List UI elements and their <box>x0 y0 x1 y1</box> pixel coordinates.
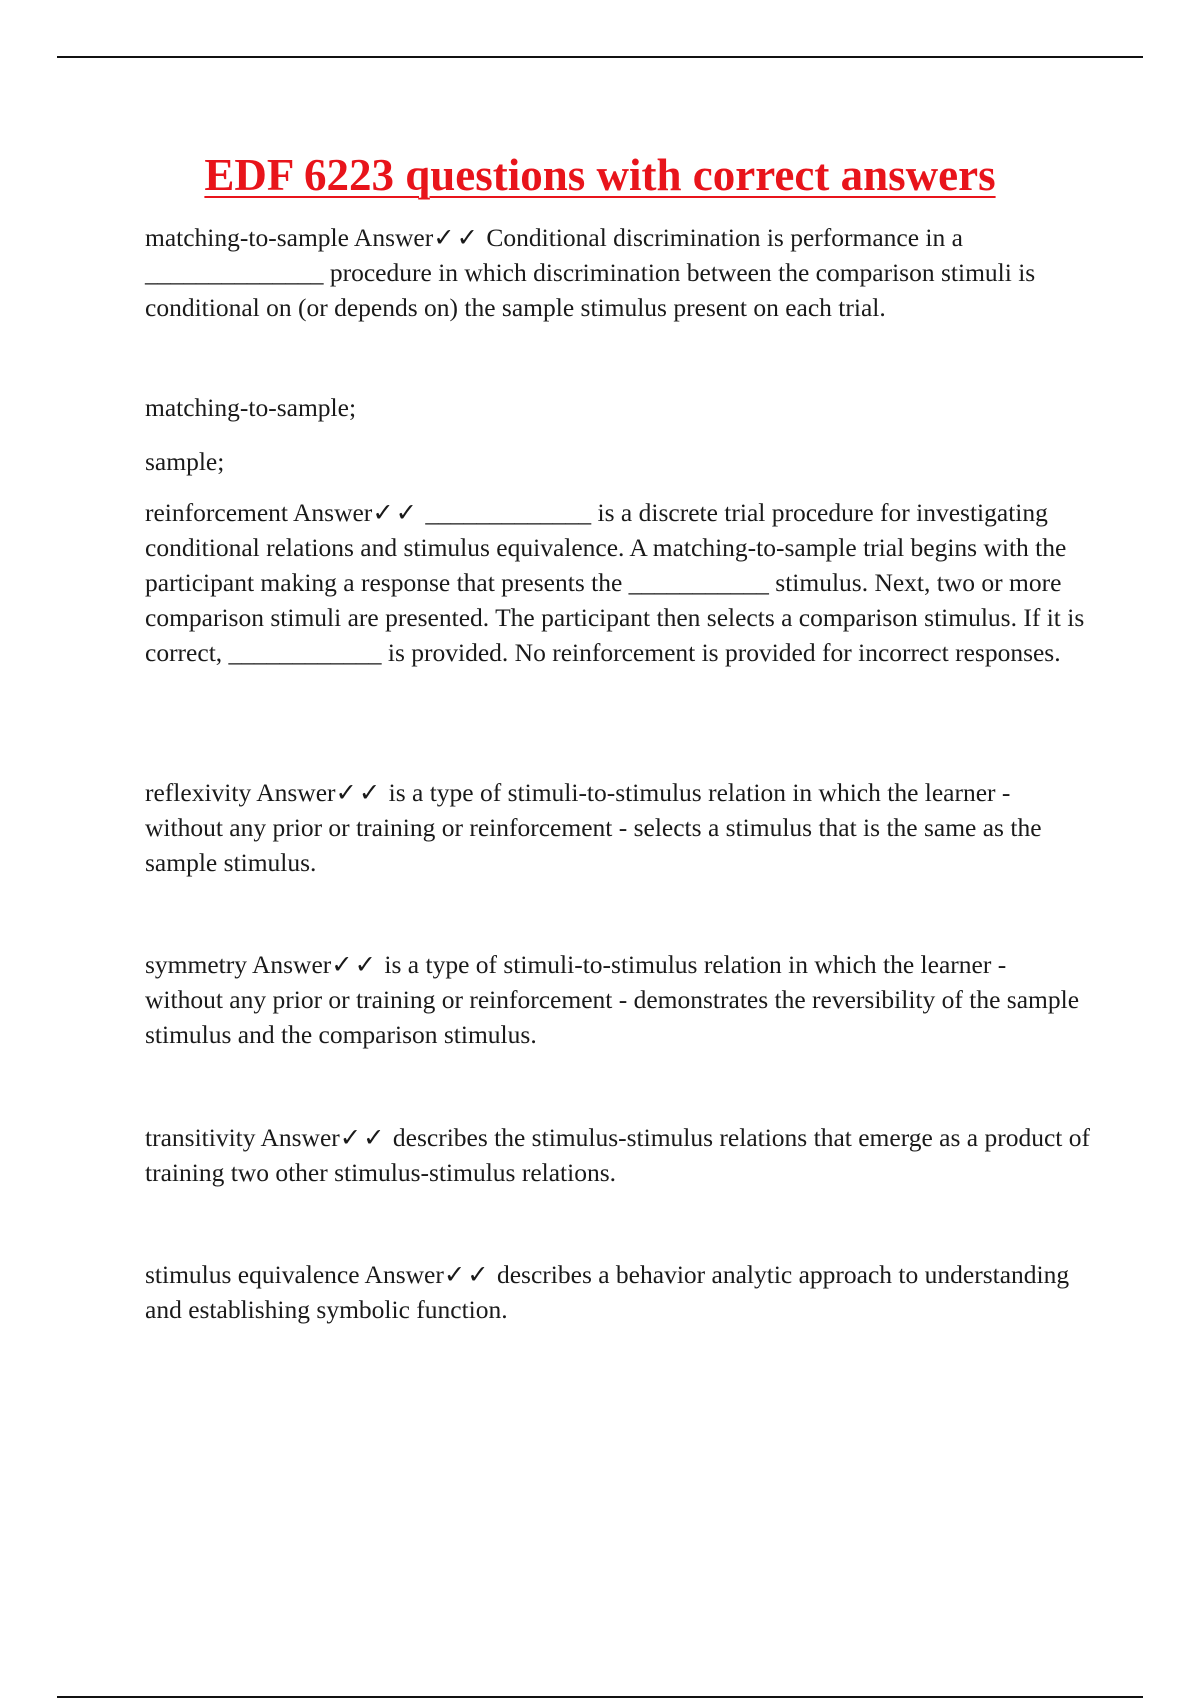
qa-item-transitivity <box>145 1120 1090 1190</box>
answer-label: Answer <box>256 778 336 807</box>
term: matching-to-sample <box>145 223 349 252</box>
term: transitivity <box>145 1123 256 1152</box>
answer-text: is a type of stimuli-to-stimulus relation in which the learner - without any prior or training or reinforcement - demonstrates the reversibility of the sample stimulus and the comparison stimulus. <box>145 950 1080 1049</box>
answer-text: is a type of stimuli-to-stimulus relation in which the learner - without any prior or training or reinforcement - selects a stimulus that is the same as the sample stimulus. <box>145 778 1042 877</box>
list-item: sample; <box>145 447 225 476</box>
qa-item-stimulus-equivalence <box>145 1257 1090 1327</box>
answer-label: Answer <box>353 223 434 252</box>
term: stimulus equivalence <box>145 1260 360 1289</box>
qa-item-symmetry <box>145 947 1090 1052</box>
answer-text: _____________ is a discrete trial procedure for investigating conditional relations and stimulus equivalence. A matching-to-sample trial begins with the participant making a response that presents the ___________ stimulus. Next, two or more comparison stimuli are presented. The participant then selects a comparison stimulus. If it is correct, ____________ is provided. No reinforcement is provided for incorrect responses. <box>145 498 1085 667</box>
qa-item-matching-to-sample <box>145 220 1090 325</box>
top-divider <box>57 56 1143 58</box>
term: symmetry <box>145 950 247 979</box>
check-marks: ✓✓ <box>372 498 420 527</box>
term: reinforcement <box>145 498 289 527</box>
answer-label: Answer <box>260 1123 340 1152</box>
check-marks: ✓✓ <box>335 778 383 807</box>
qa-item-reinforcement <box>145 495 1090 670</box>
bottom-divider <box>57 1696 1143 1698</box>
term: reflexivity <box>145 778 252 807</box>
qa-item-reflexivity <box>145 775 1090 880</box>
answer-label: Answer <box>251 950 332 979</box>
answer-label: Answer <box>292 498 373 527</box>
check-marks: ✓✓ <box>339 1123 387 1152</box>
list-item: matching-to-sample; <box>145 393 357 422</box>
check-marks: ✓✓ <box>331 950 379 979</box>
answer-text: describes the stimulus-stimulus relations that emerge as a product of training two other stimulus-stimulus relations. <box>145 1123 1090 1187</box>
answer-text: Conditional discrimination is performance in a ______________ procedure in which discrimination between the comparison stimuli is conditional on (or depends on) the sample stimulus present on each trial. <box>145 223 1036 322</box>
page-title: EDF 6223 questions with correct answers <box>204 150 996 200</box>
answer-label: Answer <box>364 1260 444 1289</box>
check-marks: ✓✓ <box>443 1260 491 1289</box>
answer-text: describes a behavior analytic approach to understanding and establishing symbolic function. <box>145 1260 1070 1324</box>
check-marks: ✓✓ <box>433 223 480 252</box>
